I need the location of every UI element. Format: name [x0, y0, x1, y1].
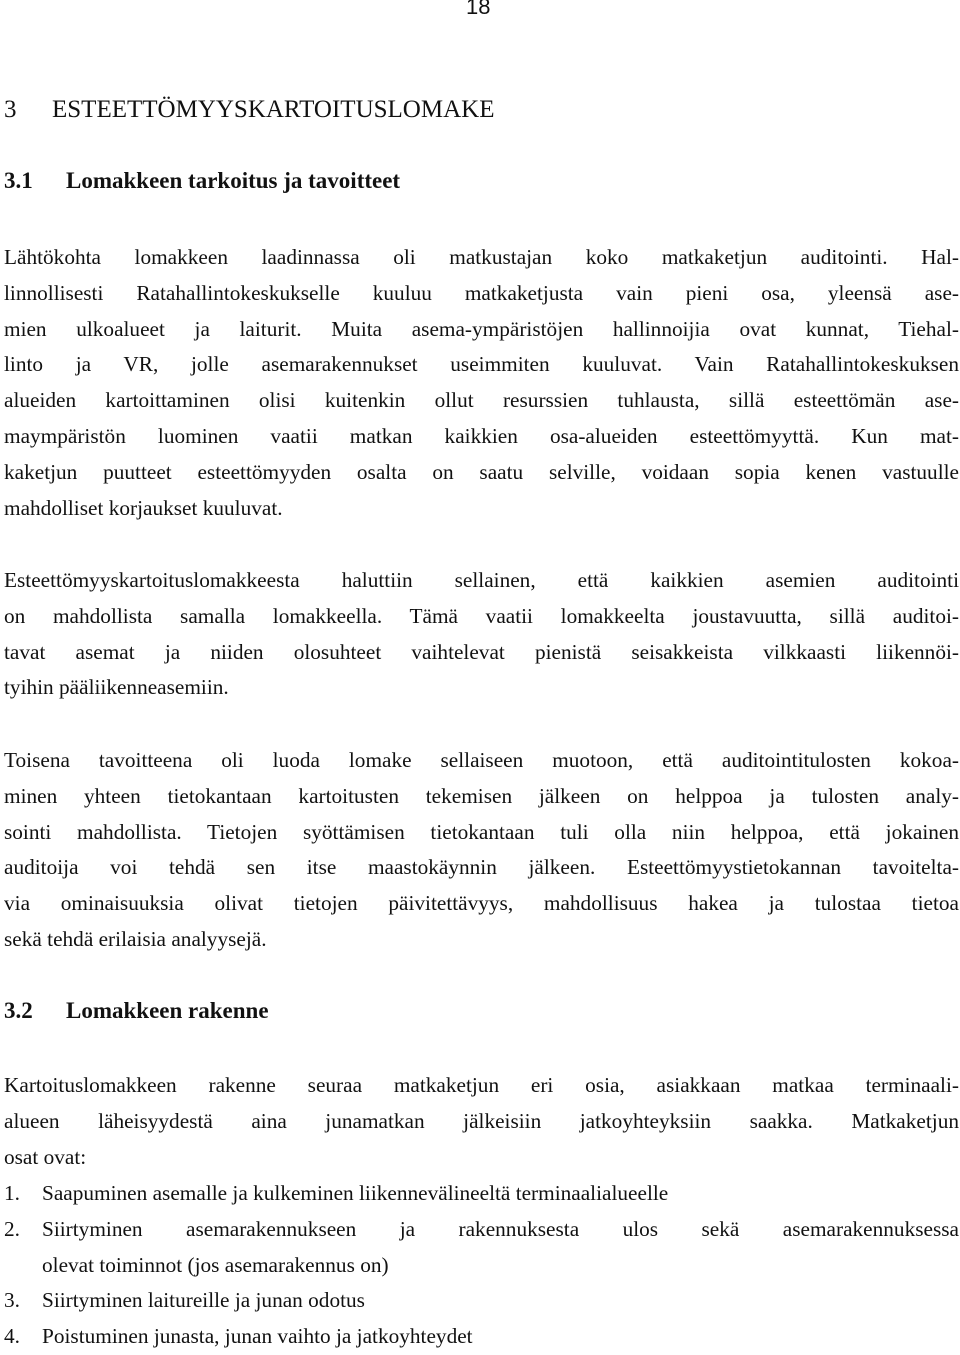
- list-item: [4, 1283, 959, 1319]
- text-line: mien ulkoalueet ja laiturit. Muita asema-ympäristöjen hallinnoijia ovat kunnat, Tiehal-: [4, 316, 959, 341]
- section-number: 3: [4, 96, 17, 123]
- section-heading: [4, 96, 494, 124]
- list-item-text: Siirtyminen asemarakennukseen ja rakennuksesta ulos sekä asemarakennuksessa: [42, 1216, 959, 1241]
- text-line: Toisena tavoitteena oli luoda lomake sellaiseen muotoon, että auditointitulosten kokoa-: [4, 748, 959, 772]
- list-item-text: Saapuminen asemalle ja kulkeminen liikennevälineeltä terminaalialueelle: [42, 1181, 669, 1205]
- text-line: alueiden kartoittaminen olisi kuitenkin ollut resurssien tuhlausta, sillä esteettömän ase-: [4, 388, 959, 413]
- text-line: Lähtökohta lomakkeen laadinnassa oli matkustajan koko matkaketjun auditointi. Hal-: [4, 245, 959, 269]
- subsection-heading-structure: [4, 998, 269, 1024]
- text-line: auditoija voi tehdä sen itse maastokäynnin jälkeen. Esteettömyystietokannan tavoitelta-: [4, 855, 959, 880]
- text-line: linto ja VR, jolle asemarakennukset useimmiten kuuluvat. Vain Ratahallintokeskuksen: [4, 352, 959, 377]
- list-number: 2.: [4, 1216, 20, 1241]
- list-item-text: Poistuminen junasta, junan vaihto ja jatkoyhteydet: [42, 1324, 473, 1349]
- list-number: 3.: [4, 1288, 20, 1313]
- text-line: maympäristön luominen vaatii matkan kaikkien osa-alueiden esteettömyyttä. Kun mat-: [4, 423, 959, 448]
- text-line: via ominaisuuksia olivat tietojen päivitettävyys, mahdollisuus hakea ja tulostaa tietoa: [4, 891, 959, 916]
- travel-chain-list: [4, 1176, 959, 1355]
- text-line: Esteettömyyskartoituslomakkeesta haluttiin sellainen, että kaikkien asemien auditointi: [4, 568, 959, 592]
- text-line: kaketjun puutteet esteettömyyden osalta on saatu selville, voidaan sopia kenen vastuulle: [4, 459, 959, 484]
- text-line: minen yhteen tietokantaan kartoitusten tekemisen jälkeen on helppoa ja tulosten analy-: [4, 783, 959, 808]
- list-item: [4, 1176, 959, 1212]
- paragraph-second-goal: [4, 743, 959, 958]
- paragraph-structure-intro: [4, 1068, 959, 1175]
- list-item-text: Siirtyminen laitureille ja junan odotus: [42, 1288, 365, 1313]
- text-line: tavat asemat ja niiden olosuhteet vaihtelevat pienistä seisakkeista vilkkaasti liikennöi-: [4, 639, 959, 664]
- paragraph-starting-point: [4, 240, 959, 526]
- text-line: alueen läheisyydestä aina junamatkan jälkeisiin jatkoyhteyksiin saakka. Matkaketjun: [4, 1108, 959, 1133]
- subsection-heading-purpose: [4, 168, 400, 194]
- section-title: ESTEETTÖMYYSKARTOITUSLOMAKE: [52, 96, 495, 123]
- subsection-number: 3.1: [4, 168, 33, 193]
- list-number: 4.: [4, 1324, 20, 1349]
- subsection-title: Lomakkeen tarkoitus ja tavoitteet: [66, 168, 401, 193]
- text-line: sointi mahdollista. Tietojen syöttämisen tietokantaan tuli olla niin helppoa, että jokainen: [4, 819, 959, 844]
- text-line: linnollisesti Ratahallintokeskukselle kuuluu matkaketjusta vain pieni osa, yleensä ase-: [4, 280, 959, 305]
- text-line: on mahdollista samalla lomakkeella. Tämä vaatii lomakkeelta joustavuutta, sillä auditoi-: [4, 603, 959, 628]
- text-line: mahdolliset korjaukset kuuluvat.: [4, 495, 283, 520]
- list-item: [4, 1212, 959, 1284]
- text-line: sekä tehdä erilaisia analyysejä.: [4, 926, 267, 951]
- list-item-text: olevat toiminnot (jos asemarakennus on): [42, 1252, 389, 1277]
- page-number: 18: [466, 0, 491, 19]
- subsection-title: Lomakkeen rakenne: [66, 998, 269, 1023]
- text-line: osat ovat:: [4, 1144, 87, 1169]
- subsection-number: 3.2: [4, 998, 33, 1023]
- list-number: 1.: [4, 1181, 20, 1205]
- text-line: Kartoituslomakkeen rakenne seuraa matkaketjun eri osia, asiakkaan matkaa terminaali-: [4, 1073, 959, 1097]
- list-item: [4, 1319, 959, 1355]
- text-line: tyihin pääliikenneasemiin.: [4, 675, 229, 700]
- paragraph-form-flexibility: [4, 563, 959, 706]
